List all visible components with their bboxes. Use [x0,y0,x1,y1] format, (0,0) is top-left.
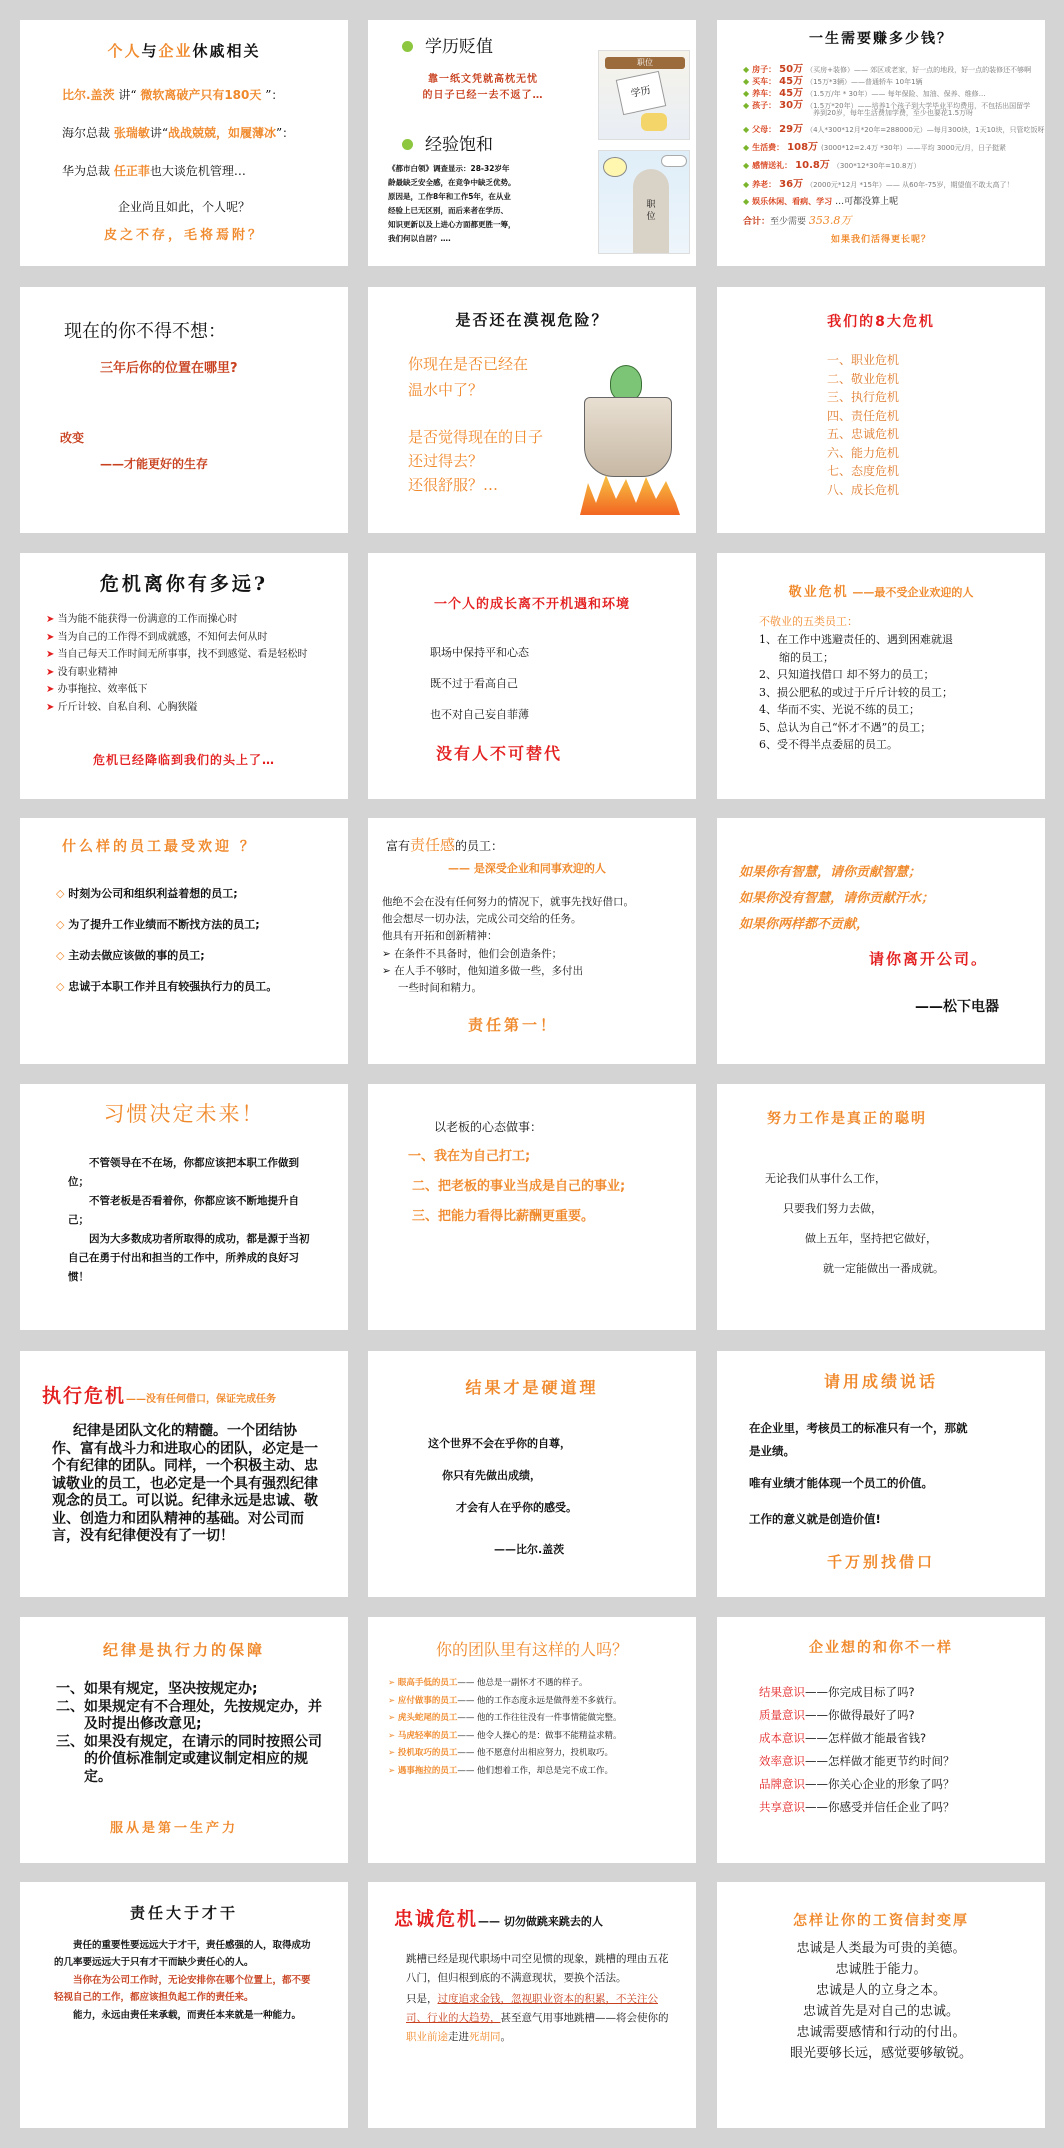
slide-20-team-people [368,1617,696,1863]
line-3: 才会有人在乎你的感受。 [456,1501,577,1514]
list-item: ➢ 应付做事的员工—— 他的工作态度永远是做得差不多就行。 [388,1695,622,1706]
line-2: 你只有先做出成绩， [442,1469,541,1482]
arrow-bullet-icon: ➢ [388,1765,398,1776]
diamond-bullet-icon: ◆ [743,161,750,170]
list-item: ➢ 投机取巧的员工—— 他不愿意付出相应努力，投机取巧。 [388,1748,614,1758]
bad-employee-list: 1、在工作中逃避责任的、遇到困难就退 缩的员工； 2、只知道找借口 却不努力的员工； 3、损公肥私的或过于斤斤计较的员工； 4、华而不实、光说不练的员工； 5、总认为自己“怀才不遇”的员工； 6、受不得半点委屈的员工。 [759,633,953,751]
diamond-bullet-icon: ◆ [743,125,750,134]
slide-title: 一个人的成长离不开机遇和环境 [433,597,630,612]
diamond-bullet-icon: ◆ [743,101,750,110]
responsibility-paragraphs: 责任的重要性要远远大于才干，责任感强的人，取得成功的几率要远远大于只有才干而缺少责任心的人。 当你在为公司工作时，无论安排你在哪个位置上，都不要轻视自己的工作，都应该担负起工作的责任来。 能力，永远由责任来承载，而责任本来就是一种能力。 [54,1940,311,2021]
subtitle: —— 是深受企业和同事欢迎的人 [448,862,606,875]
performance-line-1: 在企业里，考核员工的标准只有一个，那就是业绩。 [749,1421,968,1458]
slide-10-popular-employees [20,818,348,1064]
question-line: 企业尚且如此，个人呢？ [117,200,250,214]
diamond-bullet-icon: ◆ [743,143,750,152]
arrow-bullet-icon: ➤ [46,631,58,643]
footer-obedience: 服从是第一生产力 [110,1821,239,1836]
list-item: ◇ 为了提升工作业绩而不断找方法的员工; [56,918,260,931]
rule-item: 三、 如果没有规定，在请示的同时按照公司的价值标准制定或建议制定相应的规定。 [56,1733,322,1785]
slide-title: 努力工作是真正的聪明 [767,1111,927,1127]
line-1: 无论我们从事什么工作， [765,1172,886,1185]
list-item: ➤ 当自己每天工作时间无所事事，找不到感觉、看是轻松时 [46,649,308,660]
subtitle: 不敬业的五类员工： [759,615,858,628]
cartoon-position-climb-image: 职 位 [598,150,690,254]
slide-9-dedication-crisis [717,553,1045,799]
quote-bill-gates: 比尔.盖茨 讲“ 微软离破产只有180天 ”： [62,88,284,102]
slide-title: 什么样的员工最受欢迎 ？ [62,839,257,855]
cost-row: ◆ 房子： 50万 （买房+装修）—— 郊区或老家，好一点的地段，好一点的装修还不够啊 [743,64,1032,75]
slide-22-responsibility-over-talent [20,1882,348,2128]
slide-title: 一生需要赚多少钱？ [809,31,953,47]
quote-haier: 海尔总裁 张瑞敏讲“战战兢兢，如履薄冰”： [62,126,295,140]
slide-title: 企业想的和你不一样 [809,1640,953,1656]
slide-17-results-matter [368,1351,696,1597]
cost-row: ◆ 买车： 45万 （15万*3辆）——普通轿车 10年1辆 [743,76,923,87]
diamond-outline-icon: ◇ [56,980,69,993]
list-item: ➢ 虎头蛇尾的员工—— 他的工作往往没有一件事情能做完整。 [388,1713,622,1723]
arrow-bullet-icon: ➤ [46,684,58,695]
list-item: 品牌意识——你关心企业的形象了吗？ [759,1777,955,1791]
slide-title: 习惯决定未来！ [103,1102,265,1126]
arrow-bullet-icon: ➢ [388,1713,398,1723]
loyalty-paragraphs: 跳槽已经是现代职场中司空见惯的现象，跳槽的理由五花八门，但归根到底的不满意现状，要换个活法。 只是，过度追求金钱，忽视职业资本的积累，不关注公司、行业的大趋势，甚至意气用事地跳槽——将会使你的职业前途走进死胡同。 [406,1953,669,2043]
slide-title: 怎样让你的工资信封变厚 [793,1913,969,1929]
list-item: ➢ 在人手不够时，他知道多做一些，多付出一些时间和精力。 [382,965,584,994]
diamond-bullet-icon: ◆ [743,197,750,206]
list-item: 成本意识——怎样做才能最省钱? [759,1731,927,1745]
quote-huawei: 华为总裁 任正菲也大谈危机管理… [62,164,246,178]
slide-title: 结果才是硬道理 [465,1378,599,1397]
arrow-bullet-icon: ➤ [46,666,58,678]
slide-title: 敬业危机 ——最不受企业欢迎的人 [788,585,974,600]
quote-lines: 如果你有智慧，请你贡献智慧； 如果你没有智慧，请你贡献汗水； 如果你两样都不贡献， [739,865,935,932]
total-line: 合计：至少需要 353.8万 [743,214,852,227]
discipline-paragraph: 纪律是团队文化的精髓。一个团结协作、富有战斗力和进取心的团队，必定是一个有纪律的团队。同样，一个积极主动、忠诚敬业的员工，也必定是一个具有强烈纪律观念的员工。可以说。纪律永远是忠诚、敬业、创造力和团队精神的基础。对公司而言，没有纪律便没有了一切！ [52,1423,318,1544]
slide-title: 是否还在漠视危险？ [455,311,609,329]
change-line: 改变 [60,431,85,445]
diamond-outline-icon: ◇ [56,918,69,931]
slide-1-enterprise-individual [20,20,348,266]
leave-company-line: 请你离开公司。 [869,950,989,968]
cost-row-continuation: 养到20岁，每年生活费加学费，至少也要花1.5万呀 [813,109,974,117]
diamond-bullet-icon: ◆ [743,180,750,189]
habit-paragraphs: 不管领导在不在场，你都应该把本职工作做到位； 不管老板是否看着你，你都应该不断地提升自己； 因为大多数成功者所取得的成功，都是源于当初自己在勇于付出和担当的工作中，所养成的良好习惯！ [68,1157,310,1283]
description-lines: 他绝不会在没有任何努力的情况下，就事先找好借口。 他会想尽一切办法，完成公司交给的任务。 他具有开拓和创新精神： [382,896,634,942]
cost-row: ◆ 养车： 45万 （1.5万/年 * 30年）—— 每年保险、加油、保养、维修… [743,88,986,99]
list-item: ➢ 在条件不具备时，他们会创造条件； [382,948,563,960]
slide-title: 现在的你不得不想： [64,321,226,342]
list-item: ◇ 时刻为公司和组织利益着想的员工; [56,887,238,900]
green-bullet-icon [402,41,413,52]
footer-warning: 危机已经降临到我们的头上了… [92,753,275,767]
slide-5-ignore-danger [368,287,696,533]
slide-13-habits-decide-future [20,1084,348,1330]
rule-item: 二、 如果规定有不合理处，先按规定办，并及时提出修改意见; [56,1698,322,1732]
slide-21-enterprise-thinking [717,1617,1045,1863]
heading-experience: 经验饱和 [402,130,493,155]
slide-11-responsible-employee [368,818,696,1064]
conclusion-line: 皮之不存，毛将焉附？ [103,228,264,243]
list-item: ➤ 当为能不能获得一份满意的工作而操心时 [46,614,238,625]
slide-title: 请用成绩说话 [823,1372,938,1391]
list-item: 质量意识——你做得最好了吗? [759,1708,915,1722]
experience-body: 《都市白领》调查显示：28-32岁年 龄最缺乏安全感，在竞争中缺乏优势。 原因是，工作8年和工作5年，在从业 经验上已无区别，而后来者在学历、 知识更新以及上进心方面都更胜一筹， 我们何以自居？…. [388,164,516,243]
crisis-item: 八、成长危机 [827,482,900,497]
slide-title: 忠诚危机—— 切勿做跳来跳去的人 [394,1908,603,1930]
crisis-item: 一、职业危机 [827,353,900,367]
line-2: 只要我们努力去做， [783,1202,882,1215]
footer-responsibility-first: 责任第一！ [468,1016,559,1034]
cost-row: ◆ 父母： 29万 （4人*300*12月*20年=288000元）—每月300块，1天10块，只管吃饭呀 [743,124,1045,135]
slide-6-eight-crises [717,287,1045,533]
quote-source: ——比尔.盖茨 [494,1543,565,1556]
list-item: 结果意识——你完成目标了吗? [759,1685,915,1699]
cost-row: ◆ 生活费： 108万 (3000*12=2.4万 *30年）——平均 3000元/月，日子挺紧 [743,142,1007,153]
performance-line-3: 工作的意义就是创造价值! [749,1512,881,1526]
loyalty-lines: 忠诚是人类最为可贵的美德。 忠诚胜于能力。 忠诚是人的立身之本。 忠诚首先是对自己的忠诚。 忠诚需要感情和行动的付出。 眼光要够长远，感觉要够敏锐。 [789,1941,972,2061]
crisis-signs-list [46,611,336,716]
slide-23-loyalty-crisis [368,1882,696,2128]
arrow-bullet-icon: ➤ [46,701,58,713]
slide-title: 你的团队里有这样的人吗？ [435,1640,628,1659]
diamond-outline-icon: ◇ [56,887,69,900]
arrow-bullet-icon: ➤ [46,614,58,625]
crisis-item: 四、责任危机 [827,408,900,423]
slide-title: 责任大于才干 [129,1904,238,1922]
list-item: ➤ 没有职业精神 [46,666,118,678]
question-comfortable: 是否觉得现在的日子 还过得去？ 还很舒服？… [408,428,544,494]
employee-type-list [388,1675,622,1780]
diamond-bullet-icon: ◆ [743,65,750,74]
green-bullet-icon [402,139,413,150]
diamond-bullet-icon: ◆ [743,77,750,86]
slide-15-hard-work-smart [717,1084,1045,1330]
footer-no-excuses: 千万别找借口 [826,1553,935,1571]
quote-source: ——松下电器 [915,999,999,1015]
question-line: 三年后你的位置在哪里? [100,361,238,376]
arrow-bullet-icon: ➢ [388,1730,398,1741]
list-item: ➤ 斤斤计较、自私自利、心胸狭隘 [46,701,198,713]
arrow-bullet-icon: ➢ [382,948,395,960]
diamond-outline-icon: ◇ [56,949,69,962]
slide-title: 危机离你有多远? [99,573,269,595]
list-item: ◇ 忠诚于本职工作并且有较强执行力的员工。 [56,980,278,993]
slide-7-how-far-crisis [20,553,348,799]
boss-mindset-list: 一、我在为自己打工; 二、把老板的事业当成是自己的事业; 三、把能力看得比薪酬更重要。 [408,1149,626,1224]
degree-subtitle: 靠一纸文凭就高枕无忧 的日子已经一去不返了… [422,74,544,101]
cost-row-others: ◆ 娱乐休闲、看病、学习 …可都没算上呢 [743,197,899,207]
popular-employee-list [56,878,277,1002]
cost-row: ◆ 孩子： 30万 （1.5万*20年）——培养1个孩子到大学毕业平均费用，不包括出国留学 [743,100,1031,111]
rule-item: 一、 如果有规定，坚决按规定办; [56,1681,258,1697]
cost-row: ◆ 养老： 36万 （2000元*12月 *15年）—— 从60年-75岁，期望值不敢太高了！ [743,179,1014,190]
slide-3-lifetime-money [717,20,1045,266]
line-4: 就一定能做出一番成就。 [823,1262,944,1275]
list-item: ➤ 办事拖拉、效率低下 [46,684,148,695]
slide-4-must-think [20,287,348,533]
arrow-bullet-icon: ➢ [388,1678,398,1688]
footer-question: 如果我们活得更长呢？ [830,235,931,245]
crisis-item: 七、态度危机 [827,464,900,478]
crisis-item: 五、忠诚危机 [827,427,900,441]
slide-2-degree-experience [368,20,696,266]
list-item: ➢ 马虎轻率的员工—— 他令人操心的是：做事不能精益求精。 [388,1730,622,1741]
slide-19-discipline-guarantee [20,1617,348,1863]
crisis-item: 二、敬业危机 [827,371,900,386]
list-item: ➢ 遇事拖拉的员工—— 他们想着工作，却总是完不成工作。 [388,1765,614,1776]
fire-icon [580,475,680,515]
footer-irreplaceable: 没有人不可替代 [436,744,563,763]
list-item: ◇ 主动去做应该做的事的员工; [56,949,205,962]
arrow-bullet-icon: ➢ [388,1748,398,1758]
cartoon-degree-image: 职位 学历 [598,50,690,140]
slide-18-results-talk [717,1351,1045,1597]
slide-12-panasonic-quote [717,818,1045,1064]
slide-title: 纪律是执行力的保障 [102,1641,265,1659]
slide-14-boss-mindset [368,1084,696,1330]
slide-title: 我们的8大危机 [827,314,935,330]
diamond-bullet-icon: ◆ [743,89,750,98]
awareness-list [759,1681,955,1819]
list-item: ➢ 眼高手低的员工—— 他总是一副怀才不遇的样子。 [388,1678,588,1688]
responsibility-bullets [382,946,592,997]
crisis-item: 六、能力危机 [827,445,900,460]
arrow-bullet-icon: ➤ [46,649,58,660]
slide-16-execution-crisis [20,1351,348,1597]
line-1: 这个世界不会在乎你的自尊， [428,1437,571,1450]
question-warm-water: 你现在是否已经在 温水中了？ [408,355,529,399]
list-item: 共享意识——你感受并信任企业了吗？ [759,1800,955,1814]
frog-in-pot-image [580,351,680,521]
slide-8-growth-environment [368,553,696,799]
slide-title: 个人与企业休戚相关 [107,42,261,60]
performance-line-2: 唯有业绩才能体现一个员工的价值。 [749,1476,933,1490]
heading-degree: 学历贬值 [402,32,493,57]
slide-title: 富有责任感的员工： [386,836,504,854]
crisis-list [827,351,899,499]
line-3: 做上五年，坚持把它做好， [805,1232,937,1245]
list-item: 效率意识——怎样做才能更节约时间？ [759,1754,955,1768]
intro-line: 以老板的心态做事： [434,1120,543,1134]
arrow-bullet-icon: ➢ [382,965,395,977]
slide-24-thicker-paycheck [717,1882,1045,2128]
slide-title: 执行危机——没有任何借口，保证完成任务 [42,1385,277,1407]
survive-line: ——才能更好的生存 [100,457,209,471]
arrow-bullet-icon: ➢ [388,1695,398,1706]
list-item: ➤ 当为自己的工作得不到成就感，不知何去何从时 [46,631,268,643]
crisis-item: 三、执行危机 [827,390,900,404]
rules-list [56,1681,328,1786]
cost-row: ◆ 感情送礼： 10.8万 （300*12*30年=10.8万） [743,160,921,171]
mindset-lines: 职场中保持平和心态 既不过于看高自己 也不对自己妄自菲薄 [430,646,529,721]
